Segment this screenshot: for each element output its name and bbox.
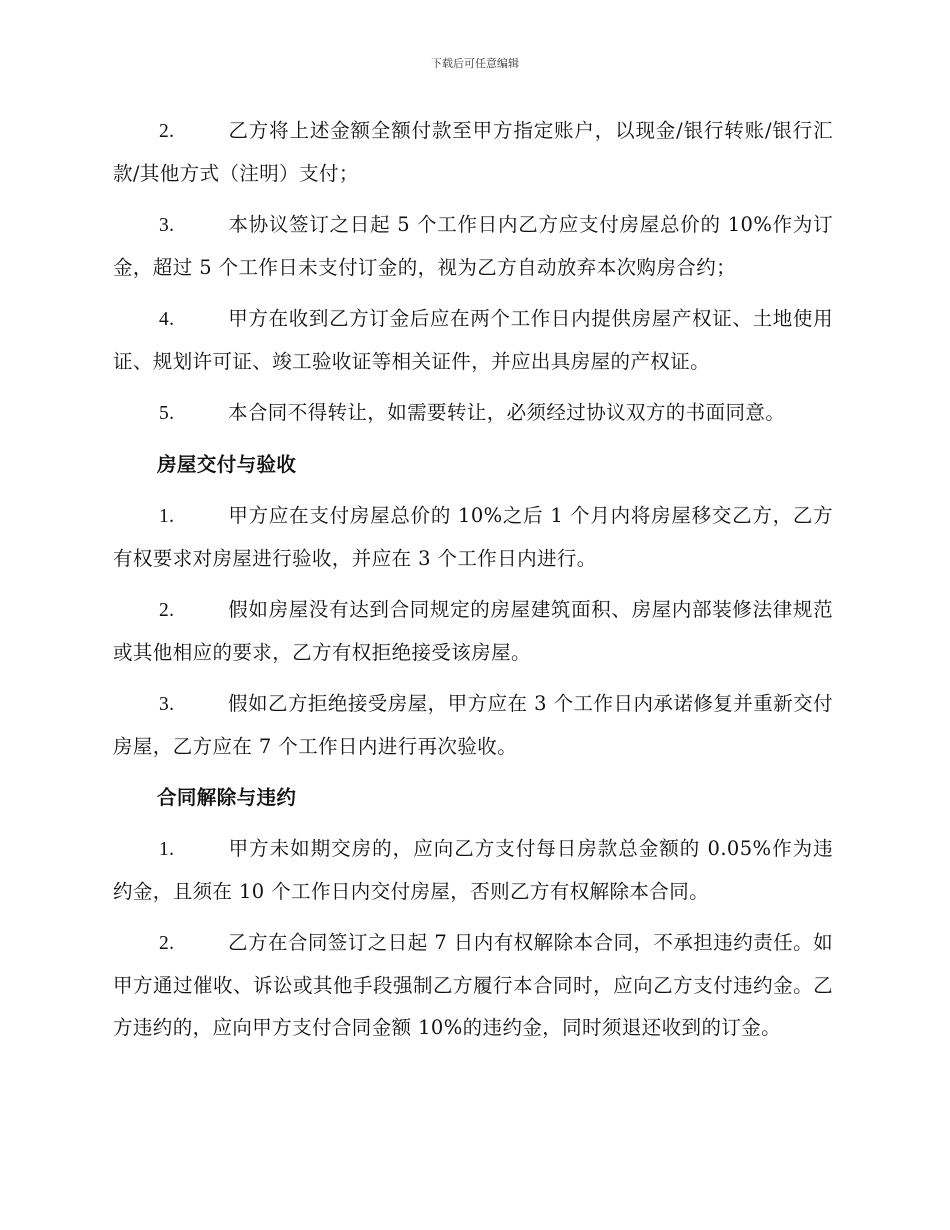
clause-number: 1.	[159, 839, 175, 860]
clause-number: 4.	[159, 309, 175, 330]
clause-text: 假如房屋没有达到合同规定的房屋建筑面积、房屋内部装修法律规范或其他相应的要求，乙方有权拒绝接受该房屋。	[113, 598, 833, 664]
clause-text: 甲方在收到乙方订金后应在两个工作日内提供房屋产权证、土地使用证、规划许可证、竣工验收证等相关证件，并应出具房屋的产权证。	[113, 307, 833, 373]
clause-number: 2.	[159, 933, 175, 954]
clause-text: 乙方在合同签订之日起 7 日内有权解除本合同，不承担违约责任。如甲方通过催收、诉讼或其他手段强制乙方履行本合同时，应向乙方支付违约金。乙方违约的，应向甲方支付合同金额 10%的违约金，同时须退还收到的订金。	[113, 931, 833, 1039]
clause-handover	[113, 495, 833, 580]
clause-buyer-termination	[113, 922, 833, 1049]
document-body	[113, 110, 833, 1058]
clause-number: 3.	[159, 694, 175, 715]
clause-text: 甲方未如期交房的，应向乙方支付每日房款总金额的 0.05%作为违约金，且须在 10 个工作日内交付房屋，否则乙方有权解除本合同。	[113, 837, 833, 903]
clause-no-transfer	[113, 392, 833, 435]
clause-number: 1.	[159, 506, 175, 527]
clause-text: 本合同不得转让，如需要转让，必须经过协议双方的书面同意。	[228, 401, 786, 424]
clause-number: 2.	[159, 121, 175, 142]
clause-number: 5.	[159, 403, 175, 424]
clause-late-delivery	[113, 828, 833, 913]
clause-text: 假如乙方拒绝接受房屋，甲方应在 3 个工作日内承诺修复并重新交付房屋，乙方应在 7 个工作日内进行再次验收。	[113, 692, 833, 758]
clause-payment-method	[113, 110, 833, 195]
clause-text: 本协议签订之日起 5 个工作日内乙方应支付房屋总价的 10%作为订金，超过 5 个工作日未支付订金的，视为乙方自动放弃本次购房合约；	[113, 213, 833, 279]
clause-number: 2.	[159, 600, 175, 621]
section-heading-delivery: 房屋交付与验收	[157, 453, 297, 476]
clause-deposit	[113, 204, 833, 289]
clause-text: 甲方应在支付房屋总价的 10%之后 1 个月内将房屋移交乙方，乙方有权要求对房屋进行验收，并应在 3 个工作日内进行。	[113, 504, 833, 570]
clause-repair-redeliver	[113, 683, 833, 768]
page-header: 下载后可任意编辑	[431, 57, 519, 70]
clause-certificates	[113, 298, 833, 383]
clause-number: 3.	[159, 215, 175, 236]
section-heading-termination: 合同解除与违约	[157, 786, 297, 809]
clause-rejection-right	[113, 589, 833, 674]
clause-text: 乙方将上述金额全额付款至甲方指定账户，以现金/银行转账/银行汇款/其他方式（注明）支付；	[113, 119, 833, 185]
